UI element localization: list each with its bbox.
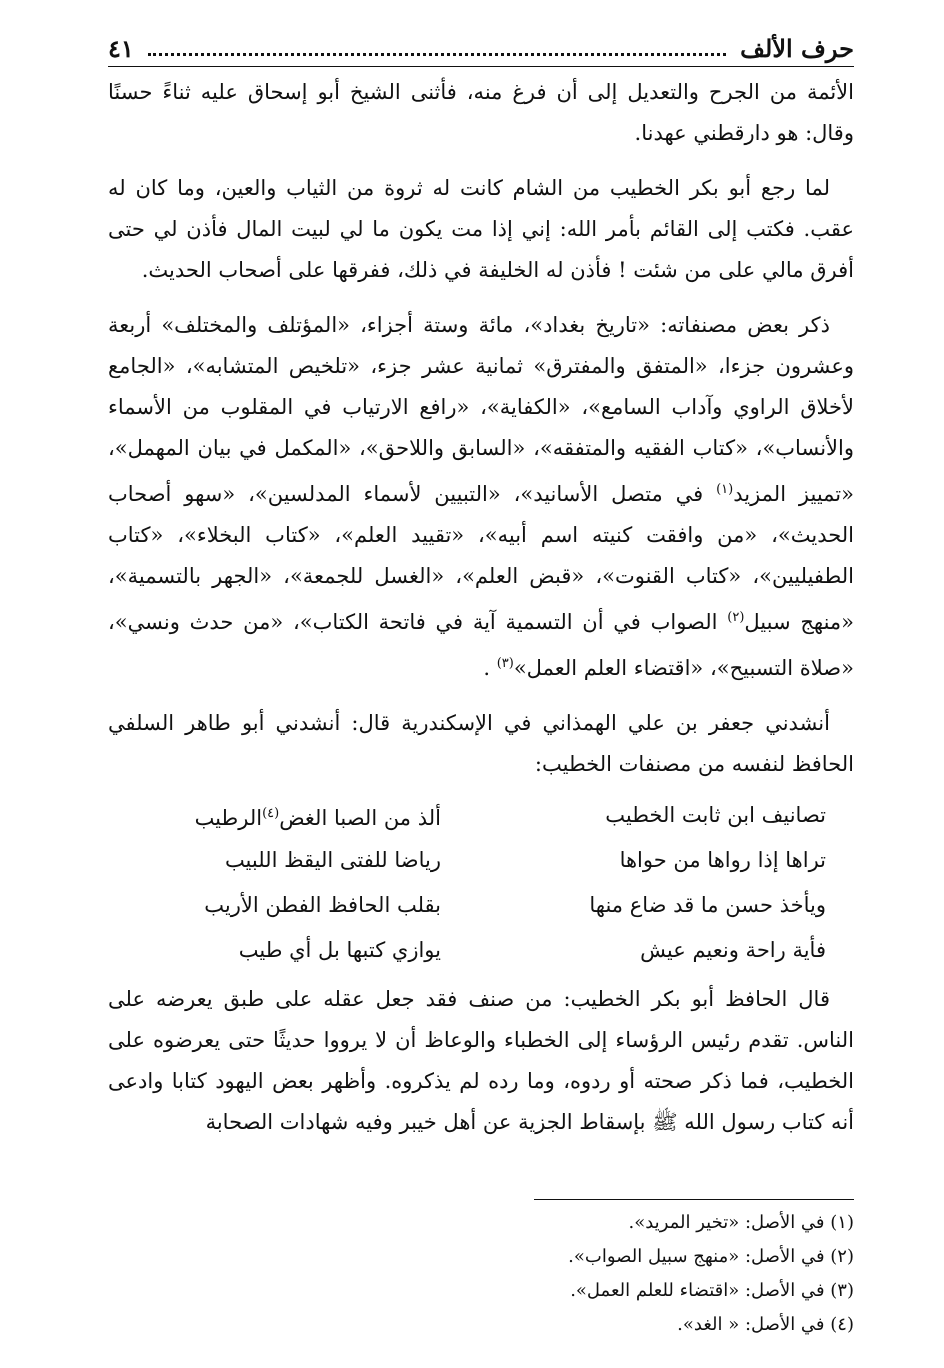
works-text-end: . xyxy=(483,656,497,680)
works-text-1: ذكر بعض مصنفاته: «تاريخ بغداد»، مائة وستة أجزاء، «المؤتلف والمختلف» أربعة وعشرون جزءا، «المتفق والمفترق» ثمانية عشر جزء، «تلخيص المتشابه»، «الجامع لأخلاق الراوي وآداب السامع»، «الكفاية»، «رافع الارتياب في المقلوب من الأسماء والأنساب»، «كتاب الفقيه والمتفقه»، «السابق واللاحق»، «المكمل في بيان المهمل»، «تمييز المزيد xyxy=(108,313,854,506)
page-body xyxy=(108,72,854,1143)
verse-first-hemistich: ويأخذ حسن ما قد ضاع منها xyxy=(589,893,826,917)
page-number: ٤١ xyxy=(108,33,134,63)
footnote: (١) في الأصل: «تخير المريد». xyxy=(628,1212,854,1233)
page-header xyxy=(108,30,854,66)
paragraph-wealth: لما رجع أبو بكر الخطيب من الشام كانت له ثروة من الثياب والعين، وما كان له عقب. فكتب إلى القائم بأمر الله: إني إذا مت يكون ما لي لبيت المال فأذن لي حتى أفرق مالي على من شئت ! فأذن له الخليفة في ذلك، ففرقها على أصحاب الحديث. xyxy=(108,176,854,282)
header-rule xyxy=(108,66,854,67)
poem xyxy=(108,793,854,973)
verse-first-hemistich: فأية راحة ونعيم عيش xyxy=(640,938,826,962)
footnote-ref-3: (٣) xyxy=(496,656,514,671)
chapter-title: حرف الألف xyxy=(740,33,854,63)
verse-second-hemistich: رياضا للفتى اليقظ اللبيب xyxy=(224,848,441,872)
poem-intro: أنشدني جعفر بن علي الهمذاني في الإسكندرية قال: أنشدني أبو طاهر السلفي الحافظ لنفسه من مصنفات الخطيب: xyxy=(108,711,854,776)
verse-first-hemistich: تراها إذا رواها من حواها xyxy=(619,848,826,872)
footnote: (٢) في الأصل: «منهج سبيل الصواب». xyxy=(568,1246,854,1267)
poem-verse xyxy=(108,883,854,928)
verse-second-hemistich: يوازي كتبها بل أي طيب xyxy=(238,938,441,962)
paragraph-works xyxy=(108,305,854,689)
verse-first-hemistich: تصانيف ابن ثابت الخطيب xyxy=(605,803,826,827)
works-text-2: في متصل الأسانيد»، «التبيين لأسماء المدلسين»، «سهو أصحاب الحديث»، «من وافقت كنيته اسم أبيه»، «تقييد العلم»، «كتاب البخلاء»، «كتاب الطفيليين»، «كتاب القنوت»، «قبض العلم»، «الغسل للجمعة»، «الجهر بالتسمية»، «منهج سبيل xyxy=(108,482,855,634)
footnote-ref-2: (٢) xyxy=(727,610,745,625)
header-dot-leader xyxy=(148,53,726,56)
footnote: (٣) في الأصل: «اقتضاء للعلم العمل». xyxy=(570,1280,854,1301)
works-text-3: الصواب في أن التسمية آية في فاتحة الكتاب»، «من حدث ونسي»، «صلاة التسبيح»، «اقتضاء العلم العمل» xyxy=(108,610,854,680)
poem-verse xyxy=(108,928,854,973)
footnote-ref-4: (٤) xyxy=(262,805,280,821)
footnote: (٤) في الأصل: « الغد». xyxy=(677,1314,854,1335)
footnote-rule xyxy=(534,1199,854,1200)
verse-second-hemistich: بقلب الحافظ الفطن الأريب xyxy=(204,893,441,917)
footnote-ref-1: (١) xyxy=(716,482,734,497)
paragraph-praise: الأئمة من الجرح والتعديل إلى أن فرغ منه، فأثنى الشيخ أبو إسحاق عليه ثناءً حسنًا وقال: هو دارقطني عهدنا. xyxy=(108,80,854,145)
paragraph-closing: قال الحافظ أبو بكر الخطيب: من صنف فقد جعل عقله على طبق يعرضه على الناس. تقدم رئيس الرؤساء إلى الخطباء والوعاظ أن لا يرووا حديثًا حتى يعرضوه على الخطيب، فما ذكر صحته أو ردوه، وما رده لم يذكروه. وأظهر بعض اليهود كتابا وادعى أنه كتاب رسول الله ﷺ بإسقاط الجزية عن أهل خيبر وفيه شهادات الصحابة xyxy=(108,987,854,1134)
verse-second-hemistich: ألذ من الصبا الغض$^{(٤)}$الرطيب xyxy=(194,805,441,830)
poem-verse xyxy=(108,838,854,883)
poem-verse xyxy=(108,793,854,838)
footnotes xyxy=(108,1206,854,1342)
